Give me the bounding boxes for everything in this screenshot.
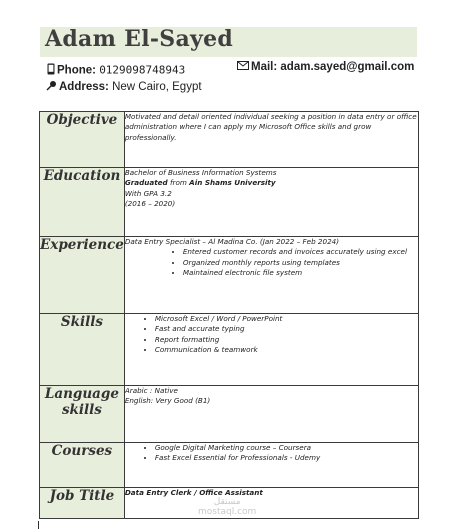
experience-role: Data Entry Specialist – Al Madina Co. (Jan 2022 – Feb 2024) (124, 237, 340, 246)
list-item: • Fast and accurate typing (155, 324, 418, 334)
language-item: English: Very Good (B1) (124, 396, 211, 406)
skills-list (125, 314, 418, 356)
row-courses (40, 443, 419, 488)
job-title-value: Data Entry Clerk / Office Assistant (124, 488, 418, 519)
address-label: Address: (59, 81, 109, 94)
objective-label: Objective (40, 112, 125, 168)
education-years: (2016 – 2020) (124, 199, 176, 209)
row-language (40, 386, 419, 443)
page-corner-mark (38, 521, 39, 529)
watermark (198, 497, 256, 517)
email-line (237, 61, 414, 73)
language-item: Arabic : Native (124, 386, 178, 395)
watermark-arabic: مستقل (213, 497, 241, 507)
objective-text: Motivated and detail oriented individual seeking a position in data entry or office administration where I can apply my Microsoft Office skills and grow professionally. (124, 112, 418, 168)
experience-list (125, 247, 418, 278)
education-label: Education (40, 168, 125, 237)
job-title-label: Job Title (40, 488, 125, 519)
experience-body (124, 237, 418, 314)
education-body (124, 168, 418, 237)
watermark-domain: mostaql.com (198, 507, 257, 517)
mail-icon (237, 61, 249, 73)
row-skills (40, 314, 419, 386)
experience-label: Experience (40, 237, 125, 314)
graduated-word: Graduated (124, 178, 168, 188)
list-item: • Entered customer records and invoices accurately using excel (183, 247, 418, 257)
phone-value: 0129098748943 (99, 63, 186, 77)
skills-body (124, 314, 418, 386)
courses-body (124, 443, 418, 488)
list-item: • Maintained electronic file system (183, 268, 418, 278)
address-line (46, 80, 202, 94)
university-name: Ain Shams University (189, 178, 276, 188)
phone-label: Phone: (57, 64, 96, 77)
row-objective (40, 112, 419, 168)
education-graduation (125, 178, 418, 188)
list-item: • Report formatting (155, 335, 418, 345)
education-degree: Bachelor of Business Information Systems (124, 168, 277, 177)
language-body (124, 386, 418, 443)
address-value: New Cairo, Egypt (112, 81, 202, 94)
list-item: • Google Digital Marketing course – Coursera (155, 443, 418, 453)
list-item: • Communication & teamwork (155, 345, 418, 355)
candidate-name: Adam El-Sayed (45, 26, 234, 52)
language-label-line1: Language (44, 386, 119, 402)
list-item: • Organized monthly reports using templates (183, 258, 418, 268)
email-label: Mail: (251, 61, 278, 74)
education-gpa: With GPA 3.2 (124, 188, 172, 198)
email-value: adam.sayed@gmail.com (280, 61, 415, 74)
phone-line (47, 63, 185, 78)
phone-icon (47, 63, 55, 78)
list-item: • Microsoft Excel / Word / PowerPoint (155, 314, 418, 324)
courses-label: Courses (40, 443, 125, 488)
row-education (40, 168, 419, 237)
cv-table (39, 111, 419, 519)
courses-list (125, 443, 418, 464)
list-item: • Fast Excel Essential for Professionals - Udemy (155, 453, 418, 463)
language-label-line2: skills (61, 402, 102, 418)
row-experience (40, 237, 419, 314)
skills-label: Skills (40, 314, 125, 386)
language-label (40, 386, 125, 443)
from-word: from (167, 178, 190, 188)
pushpin-icon (46, 80, 57, 94)
